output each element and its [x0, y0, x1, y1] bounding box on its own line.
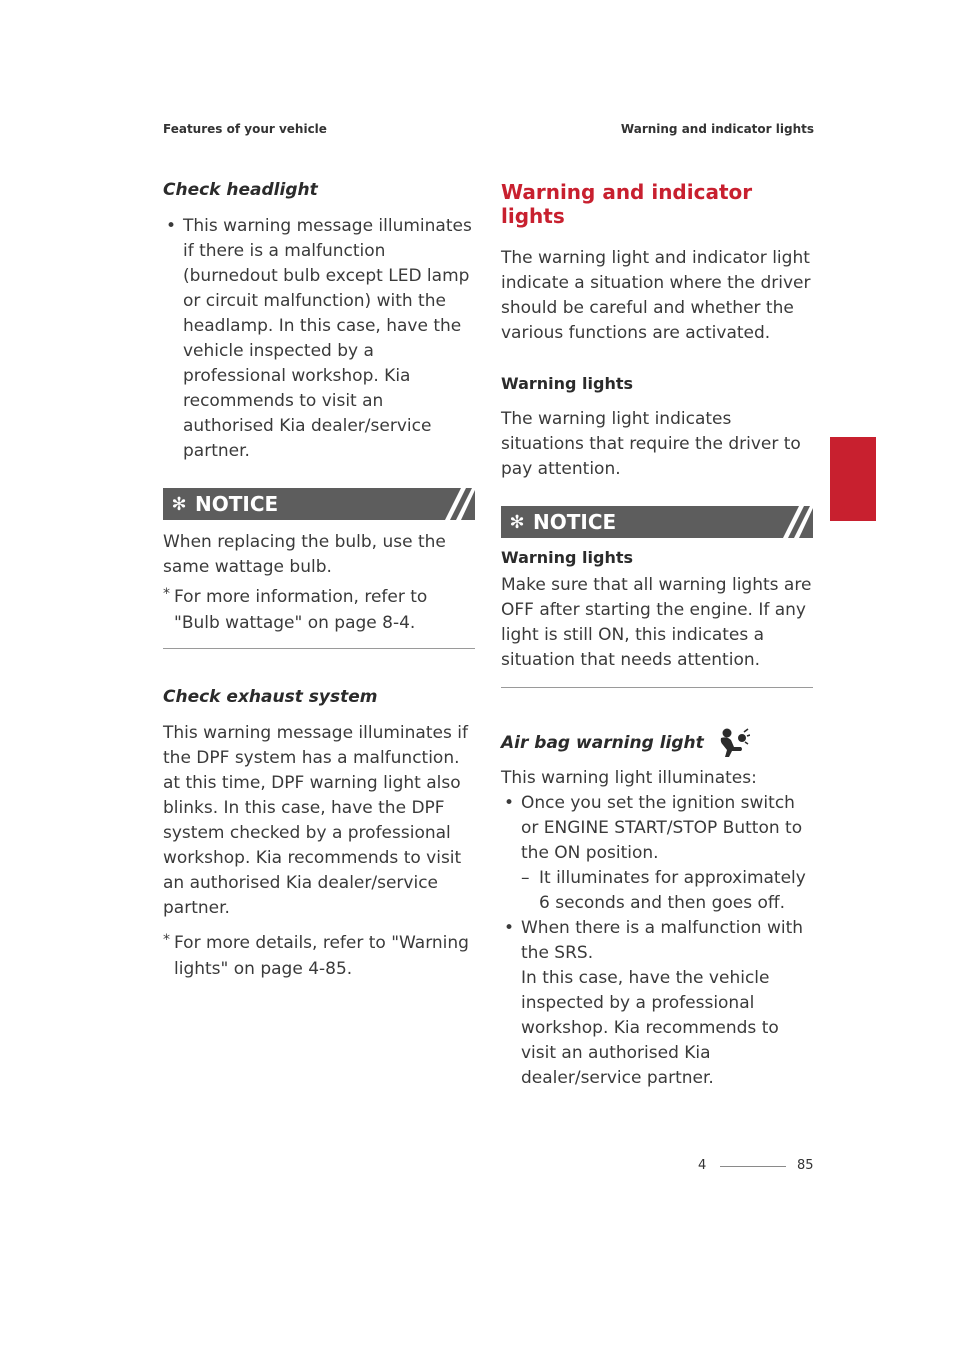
airbag-intro: This warning light illuminates:: [501, 768, 757, 788]
section-title: Warning and indicator lights: [501, 180, 753, 228]
notice-heading: Warning lights: [501, 548, 634, 567]
asterisk-icon: ✻: [171, 493, 187, 515]
chapter-tab: [830, 437, 876, 521]
notice-label: NOTICE: [195, 492, 279, 516]
warning-lights-text: The warning light indicates situations that require the driver to pay attention.: [501, 409, 801, 479]
footer-rule: [720, 1166, 786, 1167]
asterisk-icon: ✻: [509, 511, 525, 533]
stripes-icon: [431, 488, 475, 520]
airbag-bullet-2-line-1: When there is a malfunction with the SRS.: [521, 918, 804, 963]
running-header-right: Warning and indicator lights: [620, 122, 814, 136]
footer-page-number: 85: [797, 1158, 814, 1173]
check-headlight-bullet: [163, 214, 475, 464]
bullet-dot: •: [166, 216, 177, 236]
exhaust-reference: [163, 930, 475, 982]
airbag-warning-icon: [714, 728, 750, 758]
notice-reference: [163, 584, 475, 636]
notice-label: NOTICE: [533, 510, 617, 534]
left-column: [163, 180, 475, 982]
airbag-bullet-1-text: Once you set the ignition switch or ENGINE START/STOP Button to the ON position.: [521, 793, 803, 863]
notice-reference-text: For more information, refer to "Bulb wattage" on page 8-4.: [174, 587, 428, 633]
exhaust-reference-text: For more details, refer to "Warning lights" on page 4-85.: [174, 933, 469, 979]
notice-bar: [501, 506, 813, 538]
notice-text: Make sure that all warning lights are OFF after starting the engine. If any light is still ON, this indicates a situation that needs attention.: [501, 575, 812, 670]
stripes-icon: [769, 506, 813, 538]
right-column: [501, 180, 813, 1091]
airbag-dash-1: [501, 866, 813, 916]
airbag-dash-1-text: It illuminates for approximately 6 seconds and then goes off.: [539, 868, 806, 913]
bullet-dot: •: [504, 793, 515, 813]
footnote-asterisk: *: [163, 932, 170, 948]
airbag-bullet-2: [501, 916, 813, 1091]
airbag-bullet-2-line-2: In this case, have the vehicle inspected by a professional workshop. Kia recommends to visit an authorised Kia dealer/service partner.: [521, 968, 779, 1088]
section-intro: The warning light and indicator light indicate a situation where the driver should be careful and whether the various functions are activated.: [501, 248, 811, 343]
notice-bar: [163, 488, 475, 520]
footer-chapter-number: 4: [698, 1158, 707, 1173]
footnote-asterisk: *: [163, 586, 170, 602]
airbag-heading-text: Air bag warning light: [501, 733, 704, 753]
warning-lights-heading: Warning lights: [501, 374, 634, 393]
bullet-dot: •: [504, 918, 515, 938]
airbag-bullet-1: [501, 791, 813, 866]
check-headlight-heading: Check headlight: [163, 180, 318, 200]
check-exhaust-text: This warning message illuminates if the DPF system has a malfunction. at this time, DPF warning light also blinks. In this case, have the DPF system checked by a professional workshop. Kia recommends to visit an authorised Kia dealer/service partner.: [163, 723, 468, 918]
airbag-heading: [501, 728, 813, 758]
dash-marker: –: [521, 868, 530, 888]
check-headlight-text: This warning message illuminates if there is a malfunction (burnedout bulb except LED lamp or circuit malfunction) with the headlamp. In this case, have the vehicle inspected by a professional workshop. Kia recommends to visit an authorised Kia dealer/service partner.: [183, 216, 472, 461]
notice-text: When replacing the bulb, use the same wattage bulb.: [163, 532, 446, 577]
check-exhaust-heading: Check exhaust system: [163, 687, 378, 707]
chapter-tab-number: 4: [838, 500, 850, 520]
running-header-left: Features of your vehicle: [163, 122, 327, 136]
